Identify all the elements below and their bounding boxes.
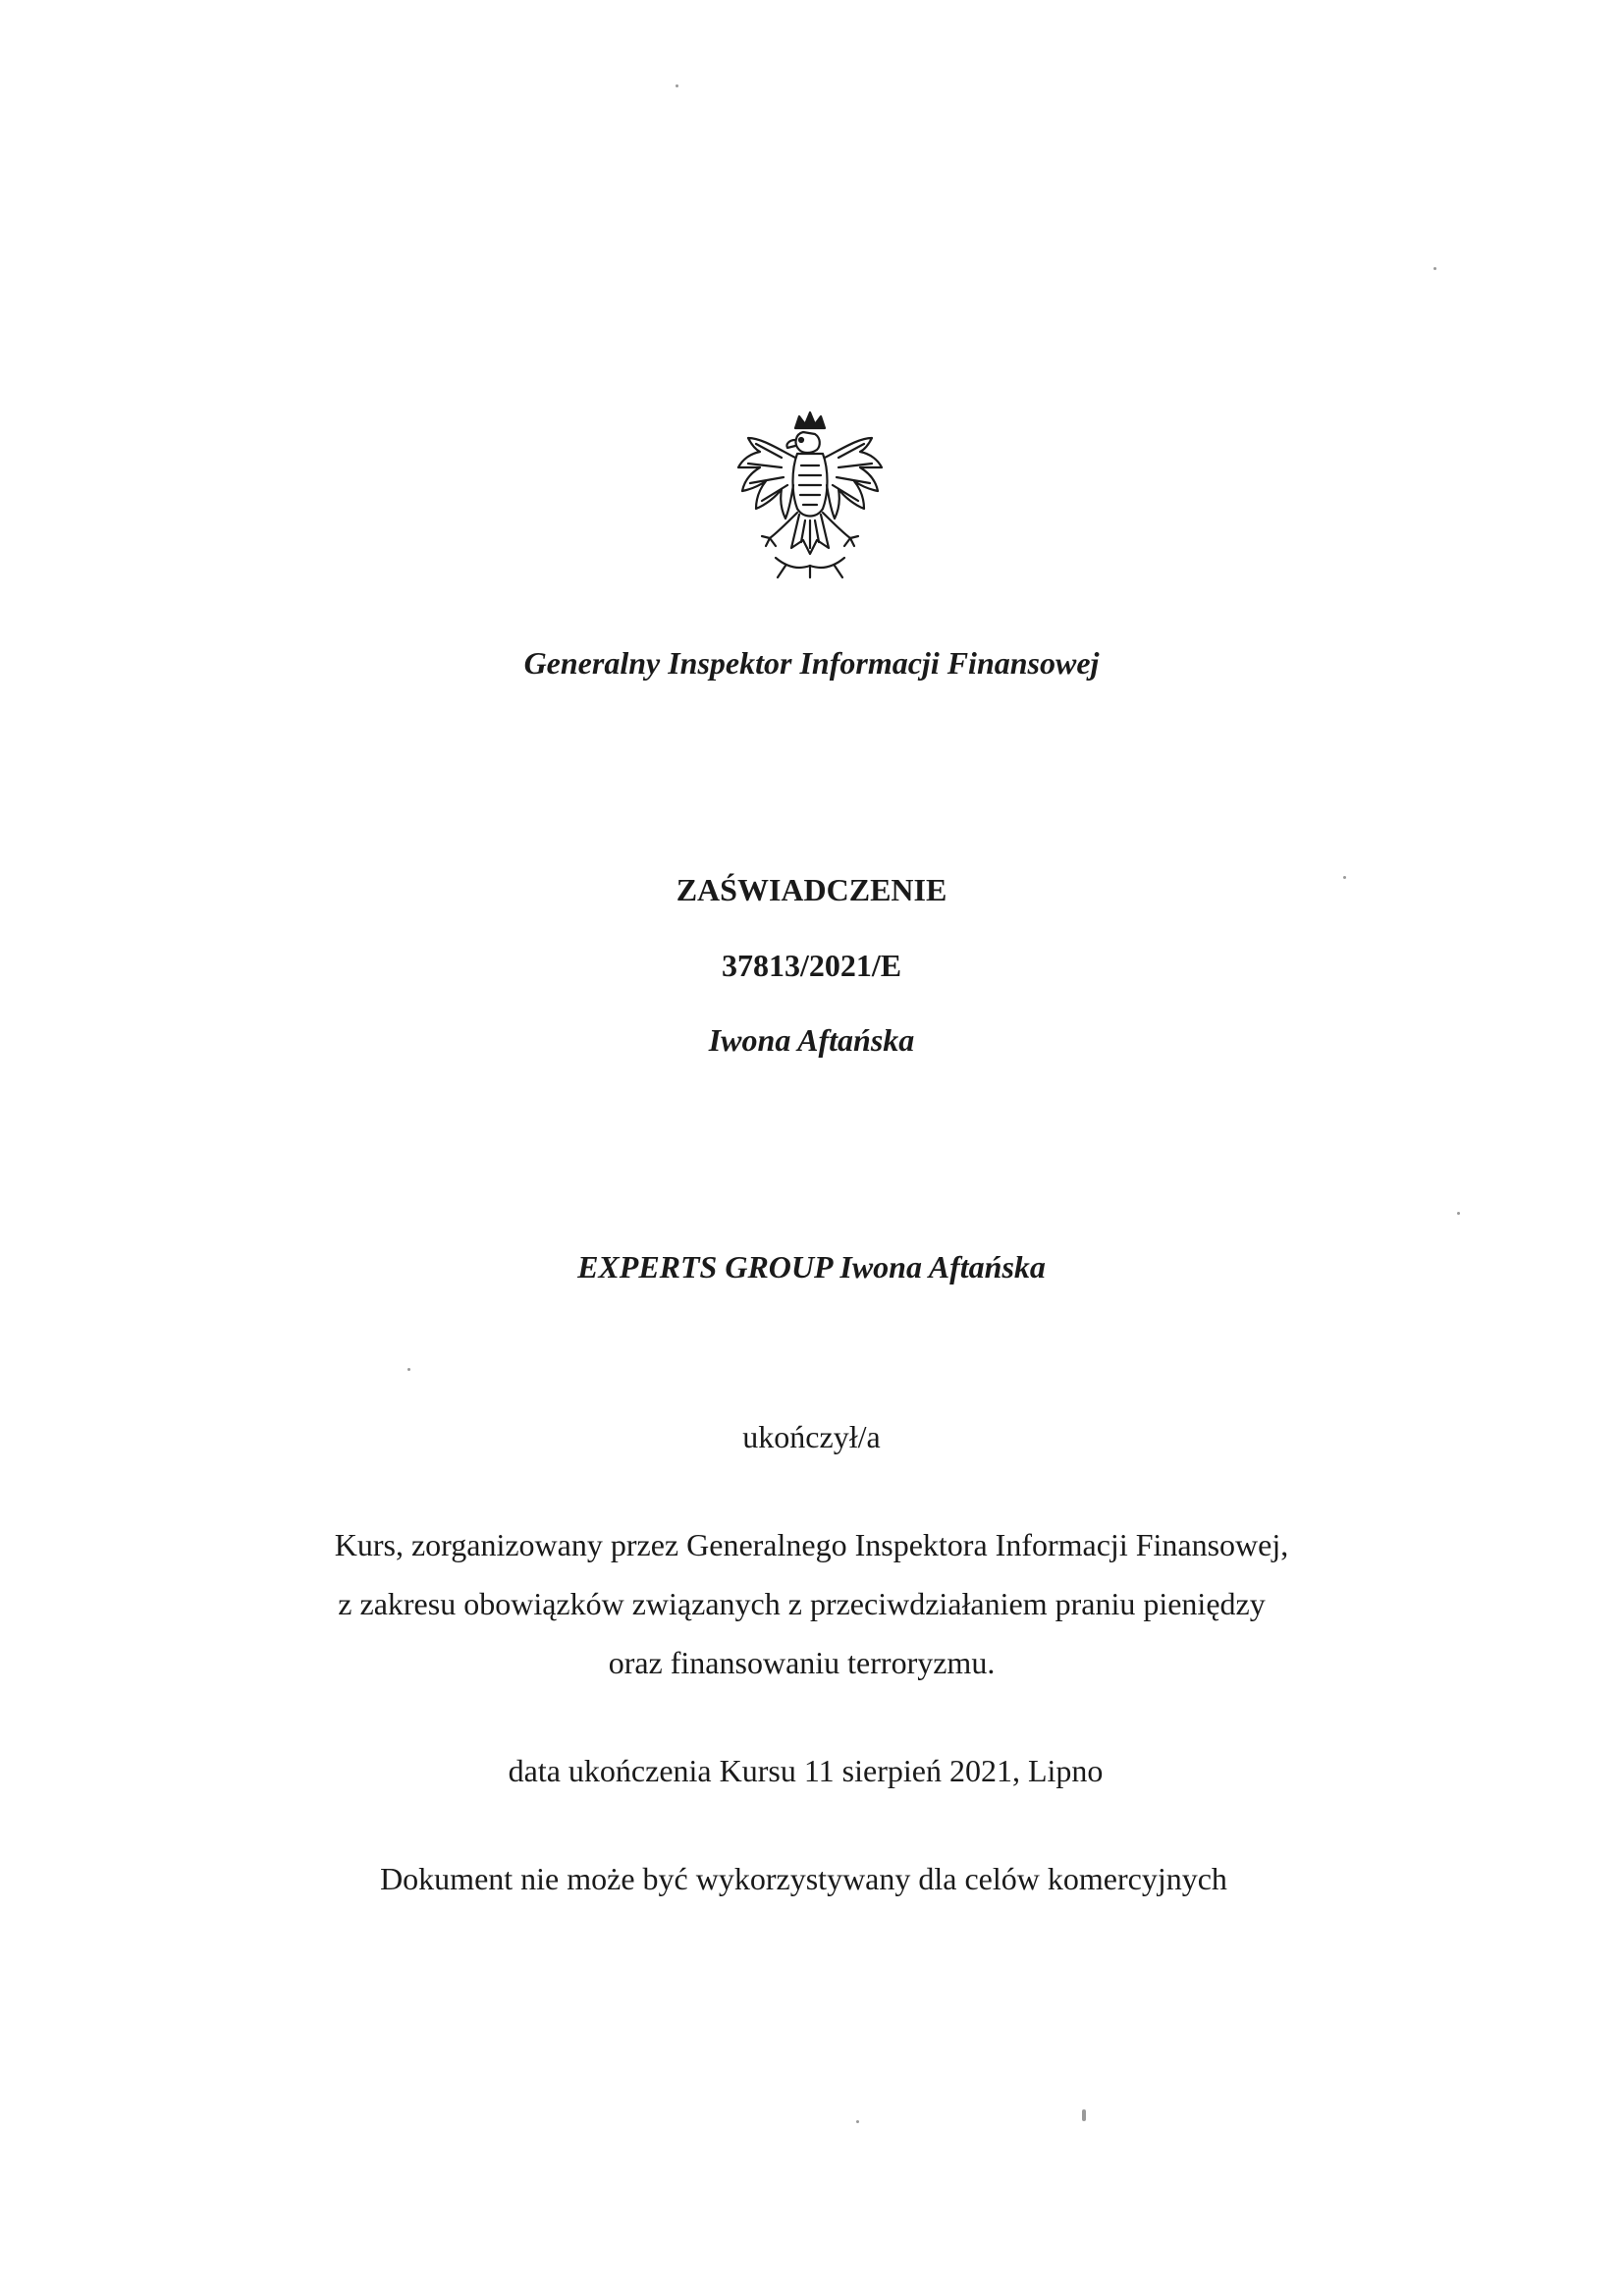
scan-speck xyxy=(856,2120,859,2123)
scan-speck xyxy=(407,1368,410,1371)
scan-speck xyxy=(1457,1212,1460,1215)
issuer-name: Generalny Inspektor Informacji Finansowej xyxy=(523,645,1100,681)
completion-statement: ukończył/a xyxy=(742,1419,881,1454)
disclaimer-text: Dokument nie może być wykorzystywany dla celów komercyjnych xyxy=(380,1861,1227,1896)
course-line-1: Kurs, zorganizowany przez Generalnego Inspektora Informacji Finansowej, xyxy=(334,1527,1289,1562)
course-line-2: z zakresu obowiązków związanych z przeciwdziałaniem praniu pieniędzy xyxy=(338,1586,1266,1621)
scan-speck xyxy=(1434,267,1436,270)
certificate-number: 37813/2021/E xyxy=(721,948,902,983)
scan-speck xyxy=(1343,876,1346,879)
recipient-name: Iwona Aftańska xyxy=(708,1022,915,1058)
completion-date-line: data ukończenia Kursu 11 sierpień 2021, Lipno xyxy=(508,1753,1104,1788)
polish-white-eagle-emblem-icon xyxy=(727,410,893,587)
organization-name: EXPERTS GROUP Iwona Aftańska xyxy=(577,1249,1046,1285)
scan-speck xyxy=(1082,2109,1086,2121)
scan-speck xyxy=(676,84,678,87)
course-line-3: oraz finansowaniu terroryzmu. xyxy=(608,1645,996,1680)
document-title: ZAŚWIADCZENIE xyxy=(676,872,947,907)
